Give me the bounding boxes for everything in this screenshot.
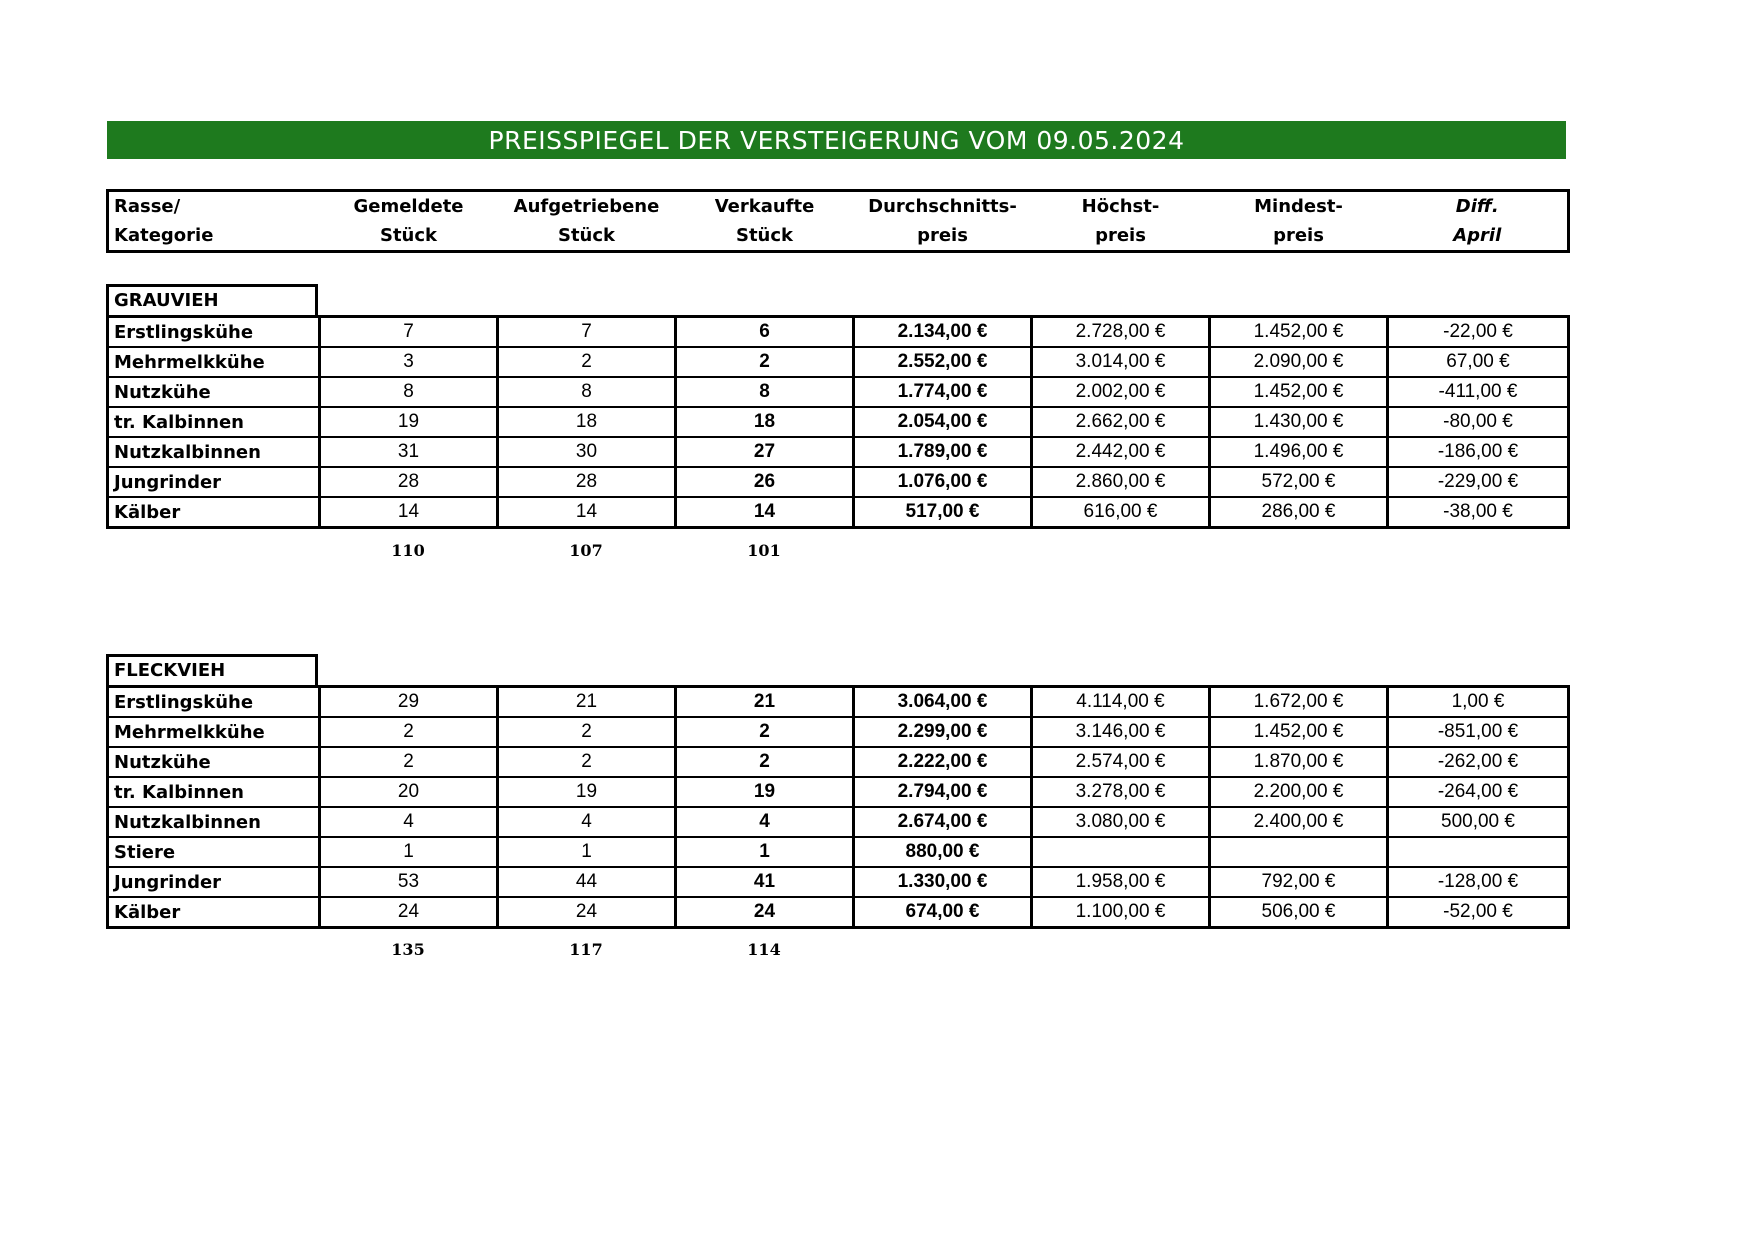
cell-hoechstpreis: 3.146,00 € <box>1032 717 1210 747</box>
cell-hoechstpreis: 3.080,00 € <box>1032 807 1210 837</box>
cell-durchschnittspreis: 880,00 € <box>854 837 1032 867</box>
cell-category: Nutzkühe <box>108 377 320 407</box>
header-rasse: Rasse/ <box>114 196 181 217</box>
cell-category: Jungrinder <box>108 467 320 497</box>
cell-gemeldete-stueck: 31 <box>320 437 498 467</box>
cell-category: Mehrmelkkühe <box>108 347 320 377</box>
cell-aufgetriebene-stueck: 14 <box>498 497 676 528</box>
table-row <box>108 497 1569 528</box>
cell-durchschnittspreis: 517,00 € <box>854 497 1032 528</box>
cell-durchschnittspreis: 2.552,00 € <box>854 347 1032 377</box>
cell-hoechstpreis: 2.662,00 € <box>1032 407 1210 437</box>
cell-gemeldete-stueck: 24 <box>320 897 498 928</box>
fleckvieh-total-gemeldet: 135 <box>391 940 425 959</box>
cell-mindestpreis: 1.870,00 € <box>1210 747 1388 777</box>
cell-verkaufte-stueck: 18 <box>676 407 854 437</box>
header-hoechst: Höchst- <box>1081 196 1160 217</box>
cell-diff-april <box>1388 837 1569 867</box>
column-header-table <box>106 189 1570 253</box>
cell-mindestpreis: 1.452,00 € <box>1210 377 1388 407</box>
fleckvieh-total-verkauft: 114 <box>747 940 781 959</box>
cell-hoechstpreis: 2.442,00 € <box>1032 437 1210 467</box>
header-row-2 <box>108 221 1569 252</box>
cell-verkaufte-stueck: 2 <box>676 747 854 777</box>
cell-mindestpreis: 1.452,00 € <box>1210 717 1388 747</box>
cell-gemeldete-stueck: 4 <box>320 807 498 837</box>
cell-mindestpreis: 1.452,00 € <box>1210 317 1388 348</box>
cell-aufgetriebene-stueck: 24 <box>498 897 676 928</box>
cell-aufgetriebene-stueck: 4 <box>498 807 676 837</box>
cell-durchschnittspreis: 2.794,00 € <box>854 777 1032 807</box>
cell-durchschnittspreis: 1.330,00 € <box>854 867 1032 897</box>
cell-durchschnittspreis: 2.299,00 € <box>854 717 1032 747</box>
cell-mindestpreis <box>1210 837 1388 867</box>
cell-diff-april: -262,00 € <box>1388 747 1569 777</box>
header-verkaufte-stueck: Stück <box>735 225 794 246</box>
cell-aufgetriebene-stueck: 1 <box>498 837 676 867</box>
cell-diff-april: 500,00 € <box>1388 807 1569 837</box>
cell-gemeldete-stueck: 19 <box>320 407 498 437</box>
table-row <box>108 407 1569 437</box>
cell-category: Nutzkalbinnen <box>108 807 320 837</box>
cell-diff-april: -186,00 € <box>1388 437 1569 467</box>
table-row <box>108 467 1569 497</box>
cell-mindestpreis: 1.430,00 € <box>1210 407 1388 437</box>
table-row <box>108 897 1569 928</box>
cell-aufgetriebene-stueck: 44 <box>498 867 676 897</box>
cell-mindestpreis: 2.090,00 € <box>1210 347 1388 377</box>
cell-gemeldete-stueck: 7 <box>320 317 498 348</box>
header-mindest: Mindest- <box>1254 196 1343 217</box>
cell-diff-april: 67,00 € <box>1388 347 1569 377</box>
cell-gemeldete-stueck: 28 <box>320 467 498 497</box>
table-row <box>108 867 1569 897</box>
cell-category: Erstlingskühe <box>108 687 320 718</box>
grauvieh-total-aufgetrieben: 107 <box>569 541 603 560</box>
cell-hoechstpreis: 1.100,00 € <box>1032 897 1210 928</box>
cell-durchschnittspreis: 1.076,00 € <box>854 467 1032 497</box>
section-label-grauvieh: GRAUVIEH <box>106 284 318 315</box>
cell-durchschnittspreis: 674,00 € <box>854 897 1032 928</box>
cell-verkaufte-stueck: 1 <box>676 837 854 867</box>
cell-category: Mehrmelkkühe <box>108 717 320 747</box>
cell-durchschnittspreis: 2.134,00 € <box>854 317 1032 348</box>
cell-diff-april: -80,00 € <box>1388 407 1569 437</box>
cell-mindestpreis: 286,00 € <box>1210 497 1388 528</box>
header-mindest-preis: preis <box>1273 225 1324 246</box>
cell-mindestpreis: 2.400,00 € <box>1210 807 1388 837</box>
header-aufgetriebene: Aufgetriebene <box>513 196 660 217</box>
cell-diff-april: -22,00 € <box>1388 317 1569 348</box>
cell-category: Stiere <box>108 837 320 867</box>
table-row <box>108 377 1569 407</box>
cell-aufgetriebene-stueck: 2 <box>498 347 676 377</box>
cell-verkaufte-stueck: 4 <box>676 807 854 837</box>
cell-durchschnittspreis: 1.774,00 € <box>854 377 1032 407</box>
cell-diff-april: -128,00 € <box>1388 867 1569 897</box>
header-diff: Diff. <box>1455 196 1499 217</box>
cell-category: tr. Kalbinnen <box>108 407 320 437</box>
cell-verkaufte-stueck: 2 <box>676 347 854 377</box>
cell-aufgetriebene-stueck: 2 <box>498 747 676 777</box>
header-row-1 <box>108 191 1569 222</box>
cell-verkaufte-stueck: 14 <box>676 497 854 528</box>
header-gemeldete: Gemeldete <box>353 196 464 217</box>
cell-hoechstpreis: 4.114,00 € <box>1032 687 1210 718</box>
cell-hoechstpreis: 2.002,00 € <box>1032 377 1210 407</box>
fleckvieh-total-aufgetrieben: 117 <box>569 940 603 959</box>
table-row <box>108 807 1569 837</box>
table-row <box>108 777 1569 807</box>
section-label-fleckvieh: FLECKVIEH <box>106 654 318 685</box>
table-row <box>108 717 1569 747</box>
cell-diff-april: -52,00 € <box>1388 897 1569 928</box>
cell-verkaufte-stueck: 24 <box>676 897 854 928</box>
cell-aufgetriebene-stueck: 8 <box>498 377 676 407</box>
header-diff-april: April <box>1453 225 1502 246</box>
cell-mindestpreis: 2.200,00 € <box>1210 777 1388 807</box>
cell-gemeldete-stueck: 3 <box>320 347 498 377</box>
header-hoechst-preis: preis <box>1095 225 1146 246</box>
cell-category: Nutzkalbinnen <box>108 437 320 467</box>
header-durchschnitt: Durchschnitts- <box>868 196 1017 217</box>
cell-verkaufte-stueck: 6 <box>676 317 854 348</box>
table-row <box>108 837 1569 867</box>
cell-diff-april: -851,00 € <box>1388 717 1569 747</box>
cell-verkaufte-stueck: 21 <box>676 687 854 718</box>
cell-durchschnittspreis: 2.674,00 € <box>854 807 1032 837</box>
header-aufgetriebene-stueck: Stück <box>557 225 616 246</box>
header-kategorie: Kategorie <box>114 225 214 246</box>
grauvieh-table <box>106 315 1570 529</box>
cell-verkaufte-stueck: 27 <box>676 437 854 467</box>
cell-diff-april: -229,00 € <box>1388 467 1569 497</box>
cell-category: Jungrinder <box>108 867 320 897</box>
cell-gemeldete-stueck: 14 <box>320 497 498 528</box>
cell-diff-april: 1,00 € <box>1388 687 1569 718</box>
table-row <box>108 437 1569 467</box>
cell-aufgetriebene-stueck: 19 <box>498 777 676 807</box>
cell-mindestpreis: 1.672,00 € <box>1210 687 1388 718</box>
cell-hoechstpreis: 2.728,00 € <box>1032 317 1210 348</box>
table-row <box>108 317 1569 348</box>
cell-diff-april: -38,00 € <box>1388 497 1569 528</box>
cell-hoechstpreis: 2.860,00 € <box>1032 467 1210 497</box>
table-row <box>108 747 1569 777</box>
cell-aufgetriebene-stueck: 7 <box>498 317 676 348</box>
cell-hoechstpreis: 2.574,00 € <box>1032 747 1210 777</box>
cell-hoechstpreis: 1.958,00 € <box>1032 867 1210 897</box>
grauvieh-total-verkauft: 101 <box>747 541 781 560</box>
cell-durchschnittspreis: 1.789,00 € <box>854 437 1032 467</box>
cell-durchschnittspreis: 2.054,00 € <box>854 407 1032 437</box>
cell-category: tr. Kalbinnen <box>108 777 320 807</box>
cell-verkaufte-stueck: 8 <box>676 377 854 407</box>
cell-gemeldete-stueck: 2 <box>320 747 498 777</box>
cell-aufgetriebene-stueck: 28 <box>498 467 676 497</box>
cell-hoechstpreis <box>1032 837 1210 867</box>
cell-aufgetriebene-stueck: 2 <box>498 717 676 747</box>
cell-diff-april: -264,00 € <box>1388 777 1569 807</box>
table-row <box>108 347 1569 377</box>
cell-mindestpreis: 792,00 € <box>1210 867 1388 897</box>
cell-category: Kälber <box>108 497 320 528</box>
cell-gemeldete-stueck: 8 <box>320 377 498 407</box>
page-title-banner <box>107 121 1566 159</box>
cell-verkaufte-stueck: 41 <box>676 867 854 897</box>
cell-gemeldete-stueck: 1 <box>320 837 498 867</box>
header-gemeldete-stueck: Stück <box>379 225 438 246</box>
cell-verkaufte-stueck: 19 <box>676 777 854 807</box>
cell-gemeldete-stueck: 20 <box>320 777 498 807</box>
cell-aufgetriebene-stueck: 30 <box>498 437 676 467</box>
cell-durchschnittspreis: 2.222,00 € <box>854 747 1032 777</box>
fleckvieh-table <box>106 685 1570 929</box>
cell-category: Kälber <box>108 897 320 928</box>
cell-aufgetriebene-stueck: 18 <box>498 407 676 437</box>
cell-verkaufte-stueck: 26 <box>676 467 854 497</box>
cell-hoechstpreis: 3.278,00 € <box>1032 777 1210 807</box>
cell-mindestpreis: 572,00 € <box>1210 467 1388 497</box>
cell-mindestpreis: 1.496,00 € <box>1210 437 1388 467</box>
cell-gemeldete-stueck: 53 <box>320 867 498 897</box>
cell-category: Erstlingskühe <box>108 317 320 348</box>
cell-diff-april: -411,00 € <box>1388 377 1569 407</box>
page-title: PREISSPIEGEL DER VERSTEIGERUNG VOM 09.05.2024 <box>488 125 1185 155</box>
cell-gemeldete-stueck: 2 <box>320 717 498 747</box>
grauvieh-total-gemeldet: 110 <box>391 541 425 560</box>
header-verkaufte: Verkaufte <box>714 196 815 217</box>
cell-gemeldete-stueck: 29 <box>320 687 498 718</box>
cell-verkaufte-stueck: 2 <box>676 717 854 747</box>
header-durchschnitt-preis: preis <box>917 225 968 246</box>
cell-hoechstpreis: 3.014,00 € <box>1032 347 1210 377</box>
cell-hoechstpreis: 616,00 € <box>1032 497 1210 528</box>
cell-durchschnittspreis: 3.064,00 € <box>854 687 1032 718</box>
table-row <box>108 687 1569 718</box>
cell-mindestpreis: 506,00 € <box>1210 897 1388 928</box>
cell-aufgetriebene-stueck: 21 <box>498 687 676 718</box>
cell-category: Nutzkühe <box>108 747 320 777</box>
